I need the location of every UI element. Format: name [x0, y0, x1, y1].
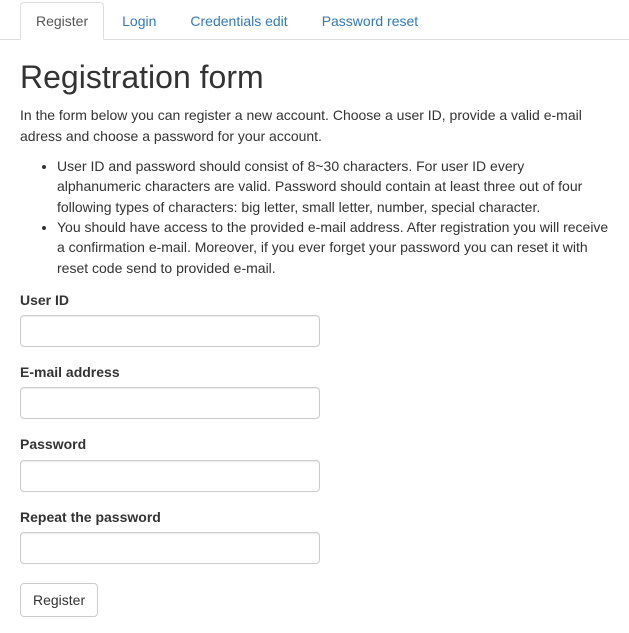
user-id-label: User ID	[20, 291, 70, 308]
tab-credentials-edit	[174, 2, 305, 40]
repeat-password-label: Repeat the password	[20, 508, 161, 525]
tab-register-link[interactable]: Register	[20, 2, 104, 40]
password-input[interactable]	[20, 460, 320, 492]
email-input[interactable]	[20, 387, 320, 419]
instruction-item-characters: • User ID and password should consist of 8~30 characters. For user ID every alphanumeric characters are valid. Password should contain at least three out of four following types of characters: big letter, small letter, number, special character.	[57, 156, 609, 217]
instructions-list	[20, 156, 609, 278]
registration-form	[20, 290, 609, 617]
user-id-group	[20, 290, 609, 347]
tab-password-reset-link[interactable]: Password reset	[321, 13, 419, 29]
password-label: Password	[20, 436, 87, 453]
instruction-item-email: • You should have access to the provided e-mail address. After registration you will receive a confirmation e-mail. Moreover, if you ever forget your password you can reset it with reset code send to provided e-mail.	[57, 217, 609, 278]
user-id-input[interactable]	[20, 315, 320, 347]
repeat-password-group	[20, 507, 609, 564]
tab-password-reset	[306, 2, 436, 40]
tab-credentials-edit-link[interactable]: Credentials edit	[190, 13, 288, 29]
repeat-password-input[interactable]	[20, 532, 320, 564]
intro-text: In the form below you can register a new account. Choose a user ID, provide a valid e-mail adress and choose a password for your account.	[20, 107, 582, 144]
email-group	[20, 362, 609, 419]
password-group	[20, 434, 609, 491]
page-title: Registration form	[20, 59, 264, 96]
register-button[interactable]: Register	[20, 583, 98, 617]
tab-login	[106, 2, 174, 40]
tab-bar	[0, 0, 629, 40]
main-content	[0, 60, 629, 617]
email-label: E-mail address	[20, 364, 120, 381]
tab-login-link[interactable]: Login	[122, 13, 157, 29]
tab-register	[20, 2, 106, 40]
